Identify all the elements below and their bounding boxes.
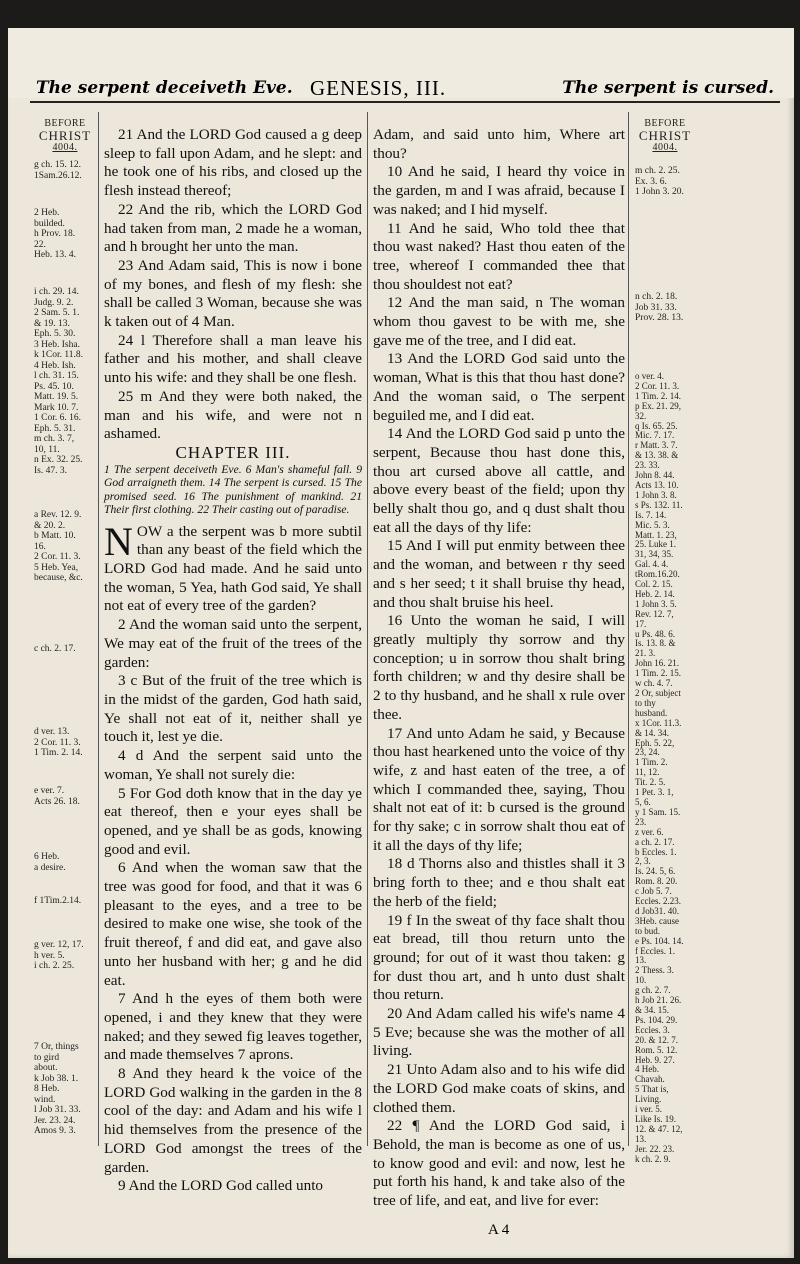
before-christ-label — [633, 118, 697, 154]
verse: 21 And the LORD God caused a g deep sleep to fall upon Adam, and he slept: and he took one of his ribs, and closed up the flesh instead thereof; — [104, 126, 362, 200]
left-margin-divider — [98, 112, 99, 1146]
verse: 2 And the woman said unto the serpent, We may eat of the fruit of the trees of the garden: — [104, 616, 362, 671]
signature-mark: A 4 — [488, 1222, 510, 1238]
year-text: 4004. — [52, 142, 78, 153]
verse: 24 l Therefore shall a man leave his father and his mother, and shall cleave unto his wife: and they shall be one flesh. — [104, 331, 362, 387]
header-rule — [30, 101, 780, 103]
verse: 17 And unto Adam he said, y Because thou hast hearkened unto the voice of thy wife, z and hast eaten of the tree, a of which I commanded thee, saying, Thou shalt not eat of it: b cursed is the ground for thy sake; c in sorrow shalt thou eat of it all the days of thy life; — [373, 724, 625, 854]
verse-text: OW a the serpent was b more subtil than any beast of the field which the LORD God had made. And he said unto the woman, 5 Yea, hath God said, Ye shall not eat of every tree of the garden? — [104, 522, 362, 615]
margin-note: g ch. 15. 12. 1Sam.26.12. — [34, 160, 82, 181]
before-christ-label — [34, 118, 96, 154]
running-header-center: GENESIS, III. — [310, 76, 447, 100]
left-margin — [34, 118, 96, 154]
verse: 8 And they heard k the voice of the LORD God walking in the garden in the 8 cool of the day: and Adam and his wife l hid themselves from the presence of the LORD God amongst the trees of the garden. — [104, 1065, 362, 1176]
chapter-summary: 1 The serpent deceiveth Eve. 6 Man's shameful fall. 9 God arraigneth them. 14 The serpent is cursed. 15 The promised seed. 16 The punishment of mankind. 21 Their first clothing. 22 Their casting out of paradise. — [104, 462, 362, 517]
right-margin-divider — [628, 112, 629, 1146]
verse: 22 ¶ And the LORD God said, i Behold, the man is become as one of us, to know good and evil: and now, lest he put forth his hand, k and take also of the tree of life, and eat, and live for ever: — [373, 1117, 625, 1210]
verse — [104, 518, 362, 617]
right-margin — [633, 118, 697, 154]
christ-text: CHRIST — [38, 128, 92, 143]
chapter-heading: CHAPTER III. — [175, 442, 291, 462]
margin-note: c ch. 2. 17. — [34, 644, 76, 654]
verse: 6 And when the woman saw that the tree was good for food, and that it was 6 pleasant to the eyes, and a tree to be desired to make one wise, she took of the fruit thereof, f and did eat, and gave also unto her husband with her; g and he did eat. — [104, 859, 362, 989]
margin-note: g ver. 12, 17. h ver. 5. i ch. 2. 25. — [34, 940, 84, 971]
verse: 12 And the man said, n The woman whom thou gavest to be with me, she gave me of the tree, and I did eat. — [373, 294, 625, 349]
running-header-left: The serpent deceiveth Eve. — [36, 78, 293, 98]
year-text: 4004. — [652, 142, 678, 153]
verse: 22 And the rib, which the LORD God had taken from man, 2 made he a woman, and h brought her unto the man. — [104, 200, 362, 256]
margin-note: o ver. 4. 2 Cor. 11. 3. 1 Tim. 2. 14. p Ex. 21. 29, 32. q Is. 65. 25. Mic. 7. 17. r Matt. 3. 7. & 13. 38. & 23. 33. John 8. 44. Acts 13. 10. 1 John 3. 8. s Ps. 132. 11. Is. 7. 14. Mic. 5. 3. Matt. 1. 23, 25. Luke 1. 31, 34, 35. Gal. 4. 4. tRom.16.20. Col. 2. 15. Heb. 2. 14. 1 John 3. 5. Rev. 12. 7, 17. u Ps. 48. 6. Is. 13. 8. & 21. 3. John 16. 21. 1 Tim. 2. 15. w ch. 4. 7. 2 Or, subject to thy husband. x 1Cor. 11.3. & 14. 34. Eph. 5. 22, 23, 24. 1 Tim. 2. 11, 12. Tit. 2. 5. 1 Pet. 3. 1, 5, 6. y 1 Sam. 15. 23. z ver. 6. a ch. 2. 17. b Eccles. 1. 2, 3. Is. 24. 5, 6. Rom. 8. 20. c Job 5. 7. Eccles. 2.23. d Job31. 40. 3Heb. cause to bud. e Ps. 104. 14. f Eccles. 1. 13. 2 Thess. 3. 10. g ch. 2. 7. h Job 21. 26. & 34. 15. Ps. 104. 29. Eccles. 3. 20. & 12. 7. Rom. 5. 12. Heb. 9. 27. 4 Heb. Chavah. 5 That is, Living. i ver. 5. Like Is. 19. 12. & 47. 12, 13. Jer. 22. 23. k ch. 2. 9. — [635, 371, 684, 1164]
margin-note: 2 Heb. builded. h Prov. 18. 22. Heb. 13. 4. — [34, 208, 76, 260]
margin-note: 6 Heb. a desire. — [34, 852, 66, 873]
column-divider — [367, 112, 368, 1146]
verse: 19 f In the sweat of thy face shalt thou eat bread, till thou return unto the ground; for out of it wast thou taken: g for dust thou art, and h unto dust shalt thou return. — [373, 911, 625, 1004]
verse: 20 And Adam called his wife's name 4 5 Eve; because she was the mother of all living. — [373, 1005, 625, 1060]
verse: 7 And h the eyes of them both were opened, i and they knew that they were naked; and they sewed fig leaves together, and made themselves 7 aprons. — [104, 990, 362, 1064]
verse: 13 And the LORD God said unto the woman, What is this that thou hast done? And the woman said, o The serpent beguiled me, and I did eat. — [373, 350, 625, 424]
margin-note: a Rev. 12. 9. & 20. 2. b Matt. 10. 16. 2 Cor. 11. 3. 5 Heb. Yea, because, &c. — [34, 510, 83, 583]
margin-note: d ver. 13. 2 Cor. 11. 3. 1 Tim. 2. 14. — [34, 727, 83, 758]
christ-text: CHRIST — [638, 128, 692, 143]
text-column-2 — [373, 126, 625, 1211]
running-header-right: The serpent is cursed. — [562, 78, 774, 98]
verse: 3 c But of the fruit of the tree which is in the midst of the garden, God hath said, Ye shall not eat of it, neither shall ye touch it, lest ye die. — [104, 672, 362, 746]
verse: Adam, and said unto him, Where art thou? — [373, 126, 625, 162]
margin-note: m ch. 2. 25. Ex. 3. 6. 1 John 3. 20. — [635, 166, 684, 197]
margin-note: f 1Tim.2.14. — [34, 896, 82, 906]
verse: 15 And I will put enmity between thee and the woman, and between r thy seed and s her seed; t it shall bruise thy head, and thou shalt bruise his heel. — [373, 537, 625, 611]
before-text: BEFORE — [644, 118, 686, 129]
verse: 5 For God doth know that in the day ye eat thereof, then e your eyes shall be opened, and ye shall be as gods, knowing good and evil. — [104, 784, 362, 858]
verse: 14 And the LORD God said p unto the serpent, Because thou hast done this, thou art cursed above all cattle, and above every beast of the field; upon thy belly shalt thou go, and q dust shalt thou eat all the days of thy life: — [373, 425, 625, 536]
verse: 9 And the LORD God called unto — [118, 1177, 324, 1195]
page-bottom-edge — [8, 1258, 794, 1264]
verse: 11 And he said, Who told thee that thou wast naked? Hast thou eaten of the tree, whereof I commanded thee that thou shouldest not eat? — [373, 219, 625, 293]
verse: 10 And he said, I heard thy voice in the garden, m and I was afraid, because I was naked; and I hid myself. — [373, 163, 625, 218]
verse: 25 m And they were both naked, the man and his wife, and were not n ashamed. — [104, 387, 362, 443]
drop-cap: N — [104, 518, 133, 564]
verse: 23 And Adam said, This is now i bone of my bones, and flesh of my flesh: she shall be called 3 Woman, because she was k taken out of 4 Man. — [104, 256, 362, 331]
margin-note: i ch. 29. 14. Judg. 9. 2. 2 Sam. 5. 1. & 19. 13. Eph. 5. 30. 3 Heb. Isha. k 1Cor. 11.8. 4 Heb. Ish. l ch. 31. 15. Ps. 45. 10. Matt. 19. 5. Mark 10. 7. 1 Cor. 6. 16. Eph. 5. 31. m ch. 3. 7, 10, 11. n Ex. 32. 25. Is. 47. 3. — [34, 287, 83, 476]
verse: 16 Unto the woman he said, I will greatly multiply thy sorrow and thy conception; u in sorrow thou shalt bring forth children; w and thy desire shall be 2 to thy husband, and he shall x rule over thee. — [373, 612, 625, 723]
verse: 4 d And the serpent said unto the woman, Ye shall not surely die: — [104, 747, 362, 783]
text-column-1 — [104, 126, 362, 1196]
before-text: BEFORE — [44, 118, 86, 129]
margin-note: 7 Or, things to gird about. k Job 38. 1. 8 Heb. wind. l Job 31. 33. Jer. 23. 24. Amos 9. 3. — [34, 1042, 81, 1136]
verse: 21 Unto Adam also and to his wife did the LORD God make coats of skins, and clothed them. — [373, 1061, 625, 1116]
verse: 18 d Thorns also and thistles shall it 3 bring forth to thee; and e thou shalt eat the herb of the field; — [373, 855, 625, 910]
margin-note: n ch. 2. 18. Job 31. 33. Prov. 28. 13. — [635, 292, 684, 323]
margin-note: e ver. 7. Acts 26. 18. — [34, 786, 80, 807]
